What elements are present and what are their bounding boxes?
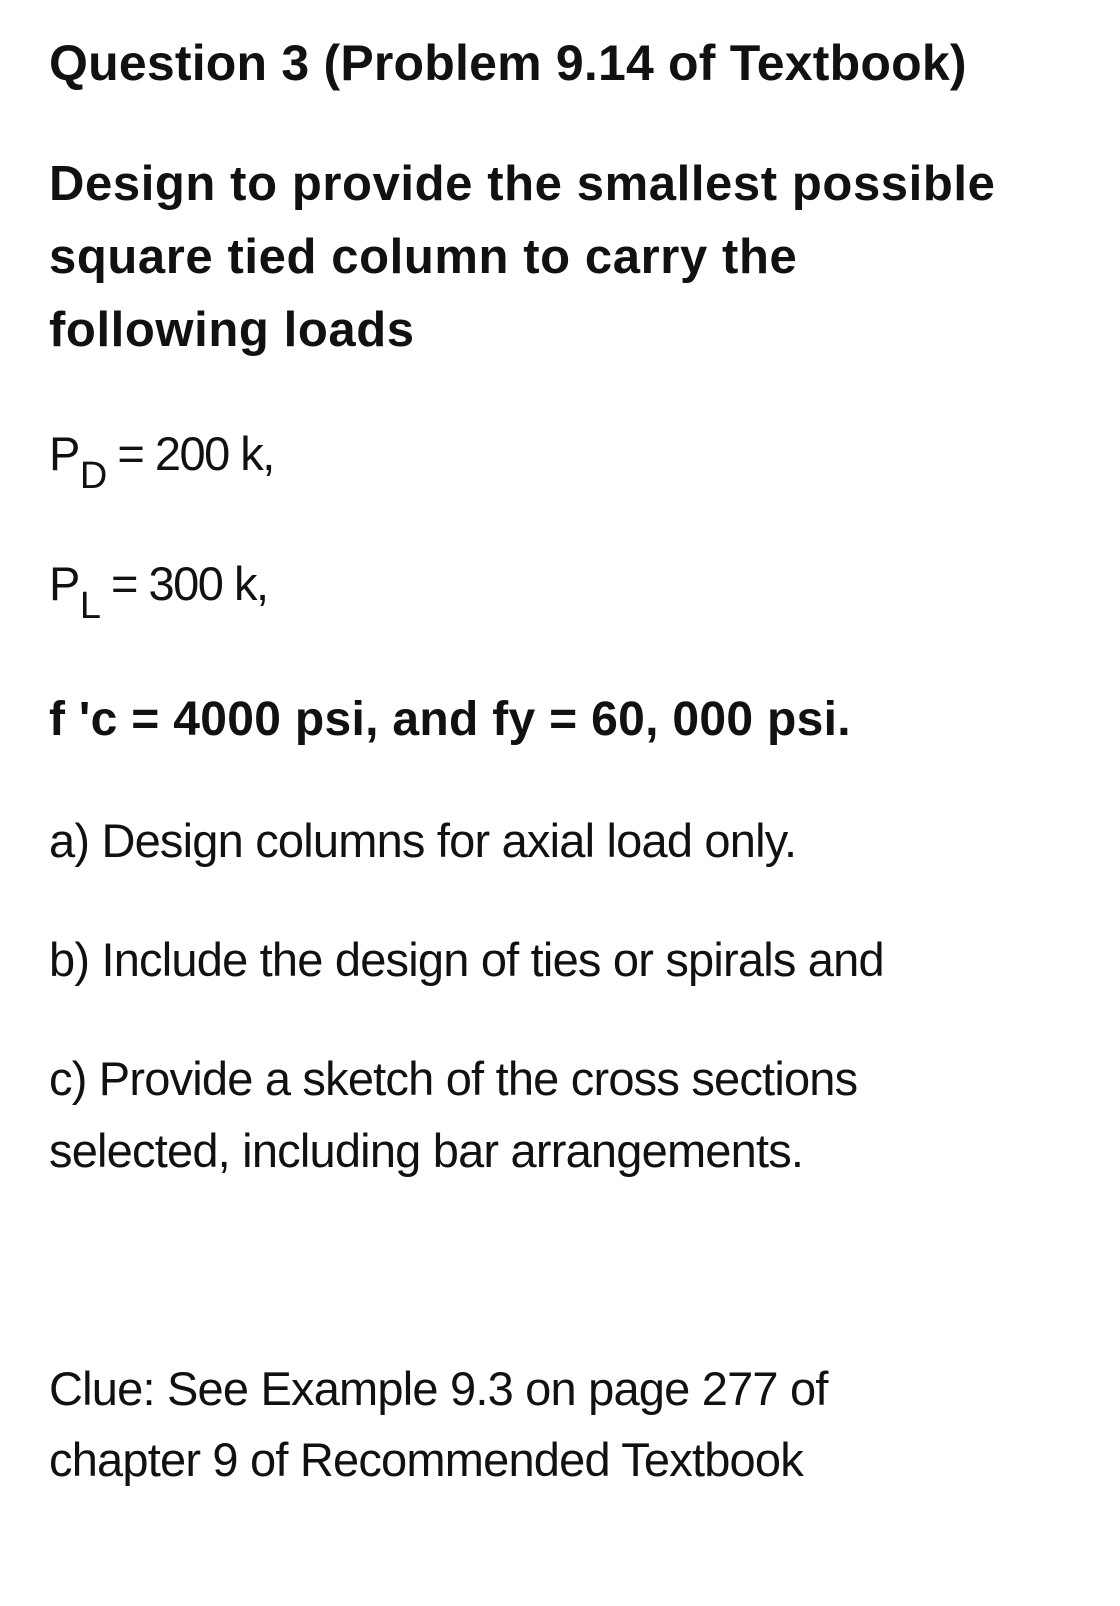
material-properties: f 'c = 4000 psi, and fy = 60, 000 psi. [49,693,851,746]
part-b: b) Include the design of ties or spirals and [49,933,884,986]
live-load-symbol: P [49,557,79,610]
intro-line-1: Design to provide the smallest possible [49,157,996,211]
part-a: a) Design columns for axial load only. [49,814,797,867]
live-load-subscript: L [79,585,101,627]
dead-load [49,427,274,497]
part-c-line-2: selected, including bar arrangements. [49,1124,804,1177]
part-c-line-1: c) Provide a sketch of the cross sections [49,1052,858,1105]
clue-line-2: chapter 9 of Recommended Textbook [49,1433,803,1486]
dead-load-value: = 200 k, [117,427,274,480]
clue-line-1: Clue: See Example 9.3 on page 277 of [49,1362,828,1415]
live-load [49,557,268,627]
dead-load-symbol: P [49,427,79,480]
intro-line-2: square tied column to carry the [49,230,798,284]
dead-load-subscript: D [79,455,108,497]
intro-line-3: following loads [49,303,415,357]
question-title: Question 3 (Problem 9.14 of Textbook) [49,35,967,91]
live-load-value: = 300 k, [111,557,268,610]
